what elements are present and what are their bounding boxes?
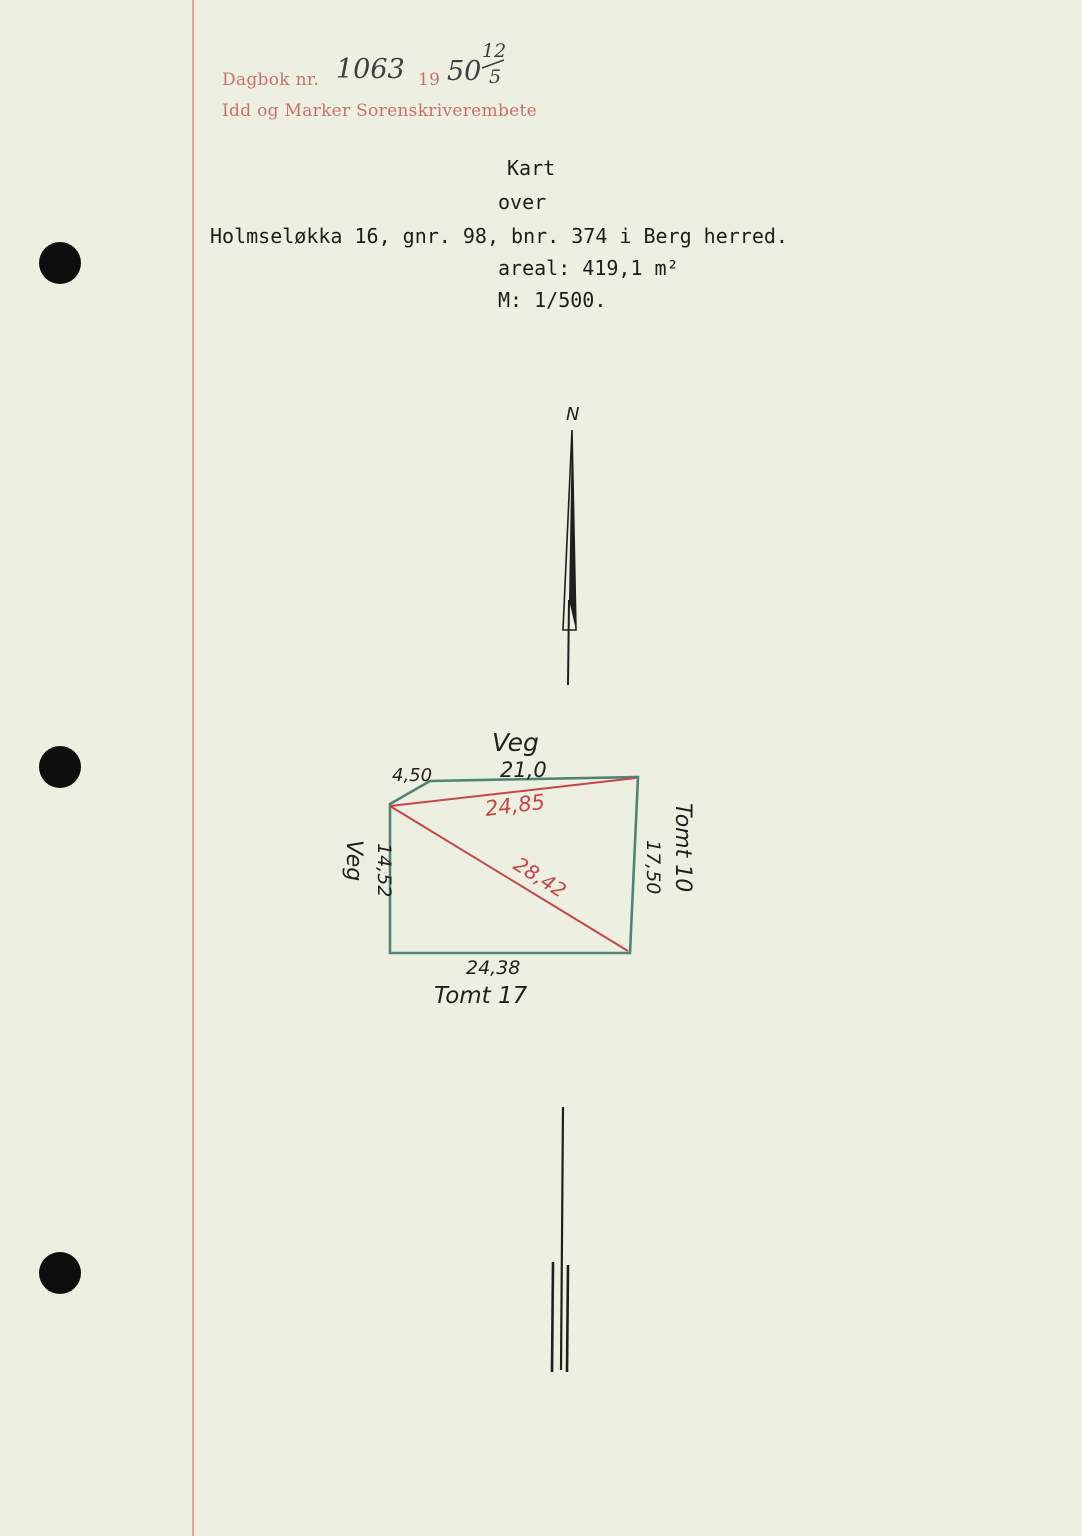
- measure-left: 14,52: [373, 843, 395, 898]
- neighbor-right-label: Tomt 10: [670, 803, 695, 893]
- stamp-date-day: 12: [482, 40, 507, 62]
- stamp-entry-number: 1063: [336, 54, 405, 85]
- stamp-dagbok-prefix: Dagbok nr.: [222, 70, 320, 90]
- stamp-office-name: Idd og Marker Sorenskriverembete: [222, 101, 537, 121]
- north-label: N: [566, 404, 580, 425]
- title-kart: Kart: [507, 156, 556, 180]
- neighbor-bottom-label: Tomt 17: [434, 983, 528, 1009]
- title-scale: M: 1/500.: [498, 288, 607, 312]
- stamp-year-suffix: 50: [447, 56, 482, 87]
- north-arrow: [563, 404, 579, 685]
- measure-bottom: 24,38: [466, 957, 521, 979]
- stamp-year-prefix: 19: [418, 70, 441, 90]
- title-over: over: [498, 190, 547, 214]
- measure-right: 17,50: [642, 840, 664, 895]
- measure-diagonal-long: 28,42: [509, 851, 571, 903]
- north-arrow-shaft: [568, 600, 569, 685]
- measure-top: 21,0: [500, 758, 547, 782]
- title-property: Holmseløkka 16, gnr. 98, bnr. 374 i Berg herred.: [210, 224, 788, 248]
- closing-line-mark: [552, 1107, 568, 1372]
- diagonal-long-line: [390, 806, 628, 951]
- road-top-label: Veg: [492, 728, 539, 757]
- stamp-date-month: 5: [489, 66, 502, 88]
- title-area: areal: 419,1 m²: [498, 256, 679, 280]
- road-left-label: Veg: [341, 840, 366, 882]
- measure-diagonal-short: 24,85: [483, 789, 547, 821]
- measure-corner-cut: 4,50: [392, 765, 433, 786]
